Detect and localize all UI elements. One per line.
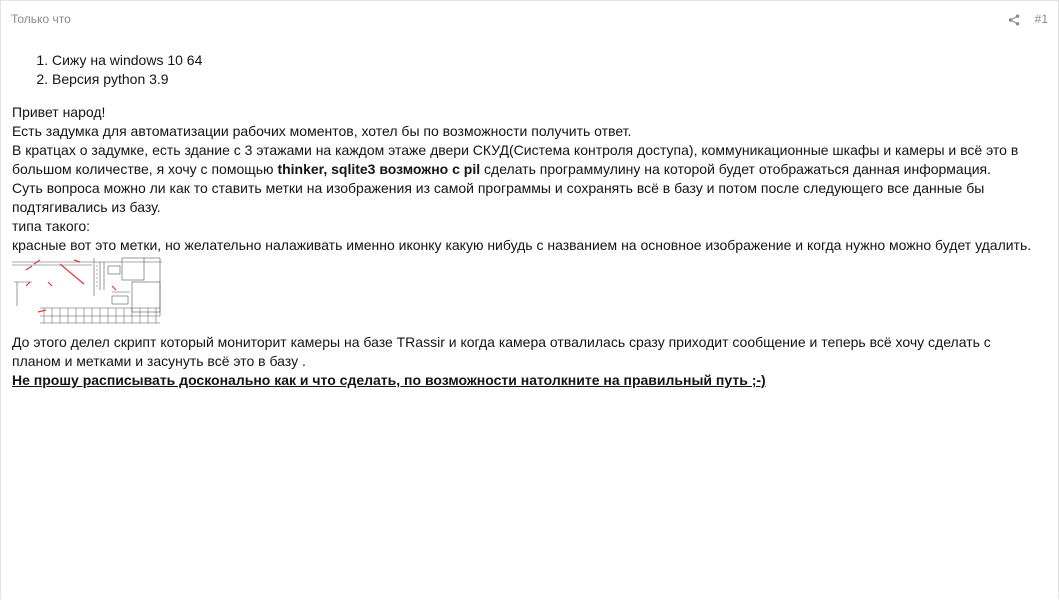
post-timestamp: Только что — [11, 12, 71, 26]
post-number-link[interactable]: #1 — [1034, 12, 1048, 26]
paragraph-greeting: Привет народ! — [12, 104, 106, 120]
paragraph-type-label: типа такого: — [12, 218, 91, 234]
paragraph-idea: Есть задумка для автоматизации рабочих моментов, хотел бы по возможности получить ответ. — [12, 123, 632, 139]
list-item: 1. Сижу на windows 10 64 — [52, 51, 1042, 70]
post-header — [11, 11, 1048, 29]
paragraph-marks: красные вот это метки, но желательно налаживать именно иконку какую нибудь с названием на основное изображение и когда нужно можно будет удалить. — [12, 237, 1032, 253]
summary-text-end: сделать программулину на которой будет отображаться данная информация. — [480, 161, 992, 177]
info-list — [12, 51, 1042, 89]
summary-text-start: В кратцах о задумке, есть здание с 3 этажами на каждом этаже двери СКУД(Система контроля доступа), коммуникационные шкафы и камеры и всё это в большом количестве, я хочу с помощью — [12, 142, 1019, 177]
share-icon[interactable] — [1008, 14, 1020, 26]
summary-bold-text: thinker, sqlite3 возможно с pil — [277, 161, 481, 177]
floor-plan-image[interactable] — [12, 256, 162, 326]
paragraph-final-request: Не прошу расписывать досконально как и что сделать, по возможности натолкните на правильный путь ;-) — [12, 372, 766, 388]
paragraph-question: Суть вопроса можно ли как то ставить метки на изображения из самой программы и сохранять всё в базу и потом после следующего все данные бы подтягивались из базу. — [12, 180, 985, 215]
paragraph-previous-work: До этого делел скрипт который мониторит камеры на базе TRassir и когда камера отвалилась сразу приходит сообщение и теперь всё хочу сделать с планом и метками и засунуть всё это в базу . — [12, 334, 991, 369]
post-body — [12, 51, 1042, 390]
list-item: 2. Версия python 3.9 — [52, 70, 1042, 89]
paragraph-summary — [12, 141, 1042, 179]
